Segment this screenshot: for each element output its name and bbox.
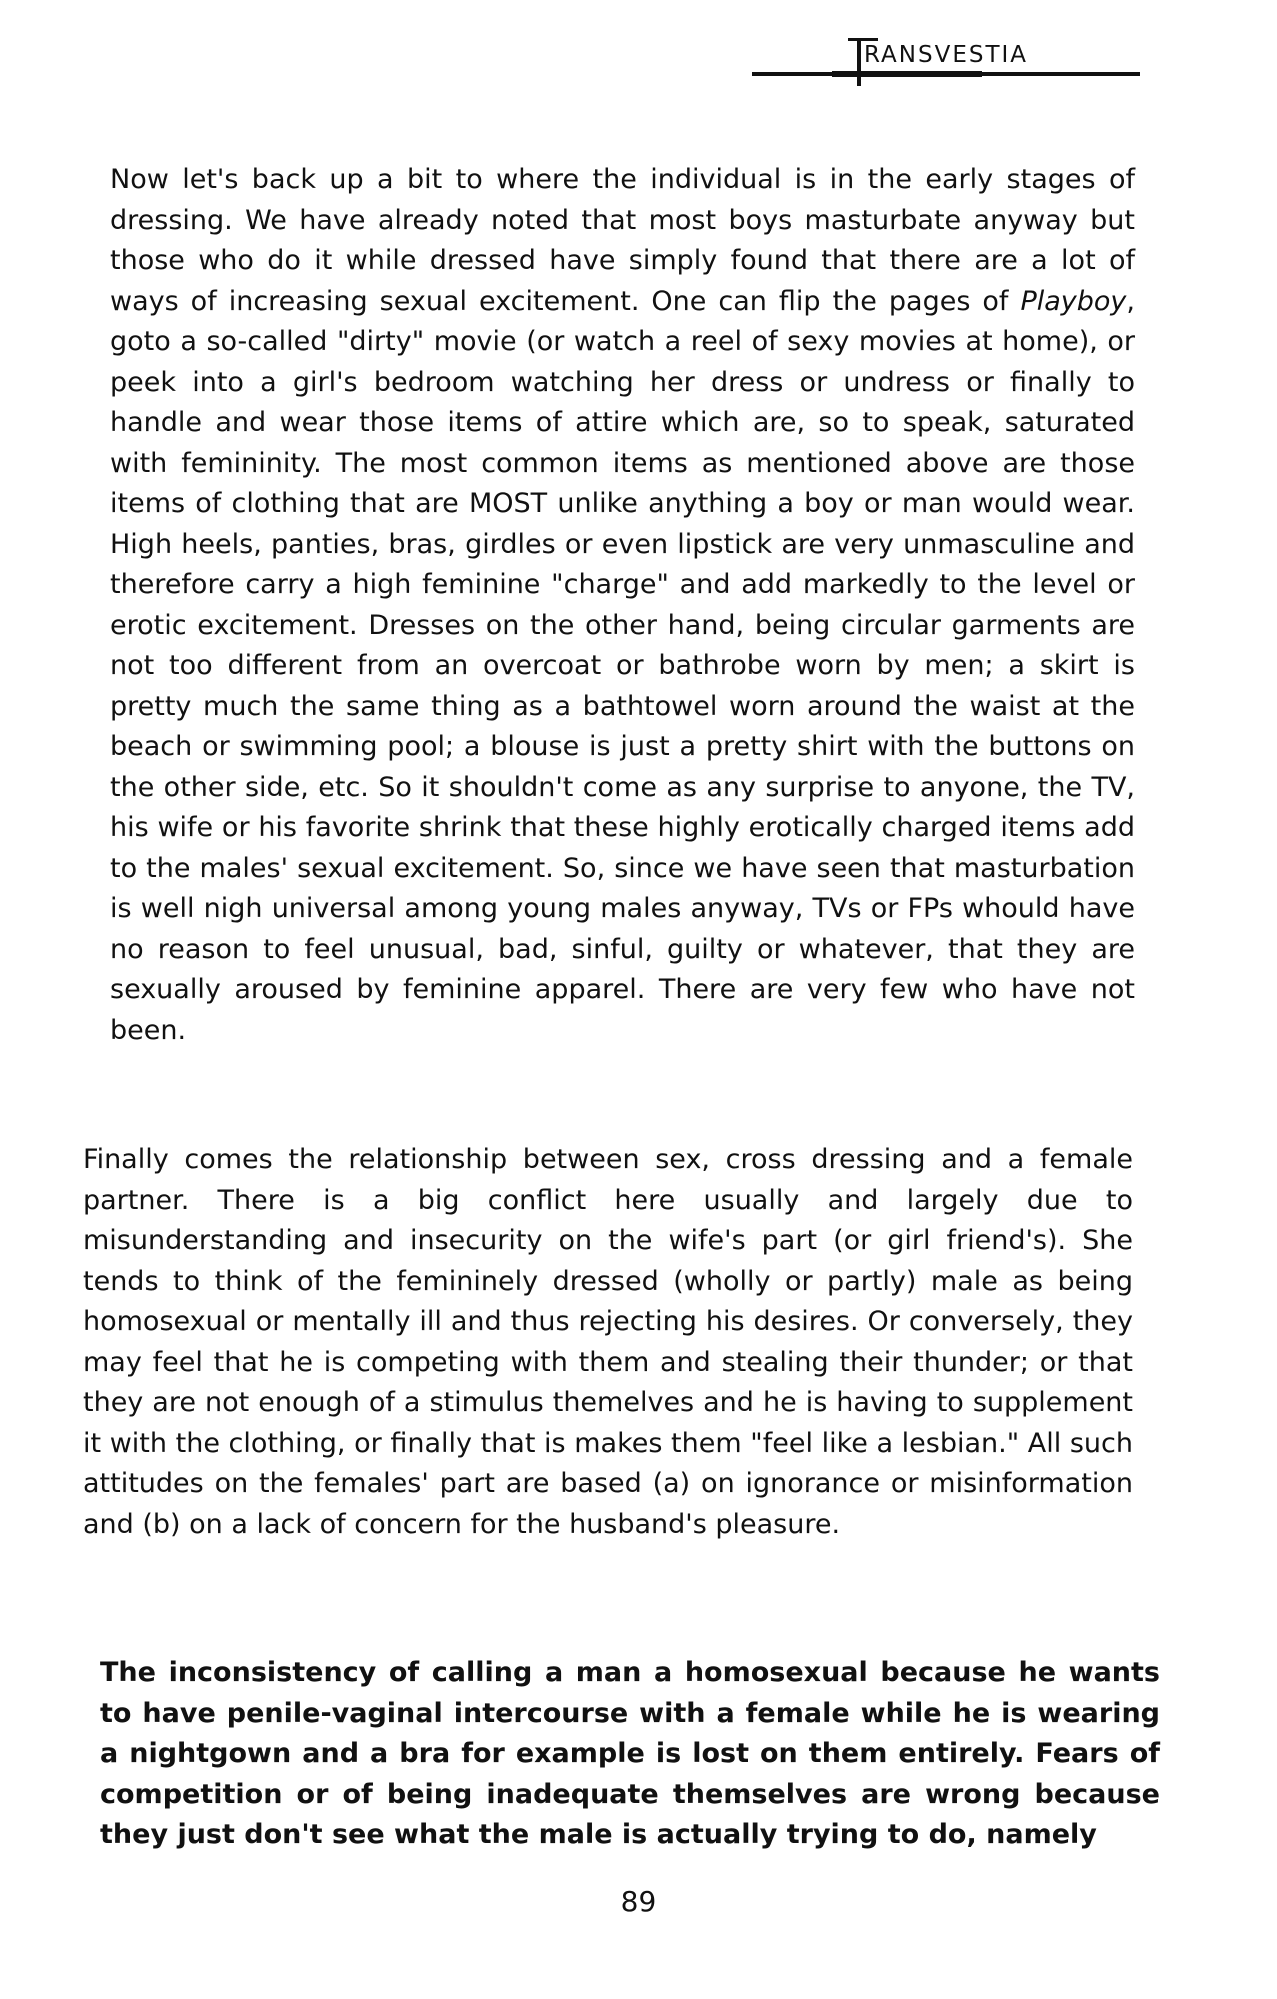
paragraph-1-text-after: , goto a so-called "dirty" movie (or watch a reel of sexy movies at home), or peek into a girl's bedroom watching her dress or undress or finally to handle and wear those items of attire which are, so to speak, saturated with femininity. The most common items as mentioned above are those items of clothing that are MOST unlike anything a boy or man would wear. High heels, panties, bras, girdles or even lipstick are very unmasculine and therefore carry a high feminine "charge" and add markedly to the level or erotic excitement. Dresses on the other hand, being circular garments are not too different from an overcoat or bathrobe worn by men; a skirt is pretty much the same thing as a bathtowel worn around the waist at the beach or swimming pool; a blouse is just a pretty shirt with the buttons on the other side, etc. So it shouldn't come as any surprise to anyone, the TV, his wife or his favorite shrink that these highly erotically charged items add to the males' sexual excitement. So, since we have seen that masturbation is well nigh universal among young males anyway, TVs or FPs whould have no reason to feel unusual, bad, sinful, guilty or whatever, that they are sexually aroused by feminine apparel. There are very few who have not been. — [110, 285, 1135, 1046]
header-rule-accent — [832, 71, 982, 77]
paragraph-1-text-before: Now let's back up a bit to where the individual is in the early stages of dressing. We have already noted that most boys masturbate anyway but those who do it while dressed have simply found that there are a lot of ways of increasing sexual excitement. One can flip the pages of — [110, 164, 1135, 317]
magazine-title: RANSVESTIA — [864, 42, 1029, 68]
paragraph-1 — [110, 160, 1135, 1051]
paragraph-3: The inconsistency of calling a man a homosexual because he wants to have penile-vaginal intercourse with a female while he is wearing a nightgown and a bra for example is lost on them entirely. Fears of competition or of being inadequate themselves are wrong because they just don't see what the male is actually trying to do, namely — [100, 1657, 1160, 1850]
header-letter-t-stem — [857, 38, 861, 86]
paragraph-2: Finally comes the relationship between sex, cross dressing and a female partner. There is a big conflict here usually and largely due to misunderstanding and insecurity on the wife's part (or girl friend's). She tends to think of the femininely dressed (wholly or partly) male as being homosexual or mentally ill and thus rejecting his desires. Or conversely, they may feel that he is competing with them and stealing their thunder; or that they are not enough of a stimulus themelves and he is having to supplement it with the clothing, or finally that is makes them "feel like a lesbian." All such attitudes on the females' part are based (a) on ignorance or misinformation and (b) on a lack of concern for the husband's pleasure. — [83, 1144, 1133, 1540]
header-letter-t-cap — [848, 38, 878, 41]
page-number: 89 — [620, 1885, 657, 1918]
paragraph-1-emphasis: Playboy — [1020, 285, 1127, 317]
running-header — [752, 38, 1140, 86]
